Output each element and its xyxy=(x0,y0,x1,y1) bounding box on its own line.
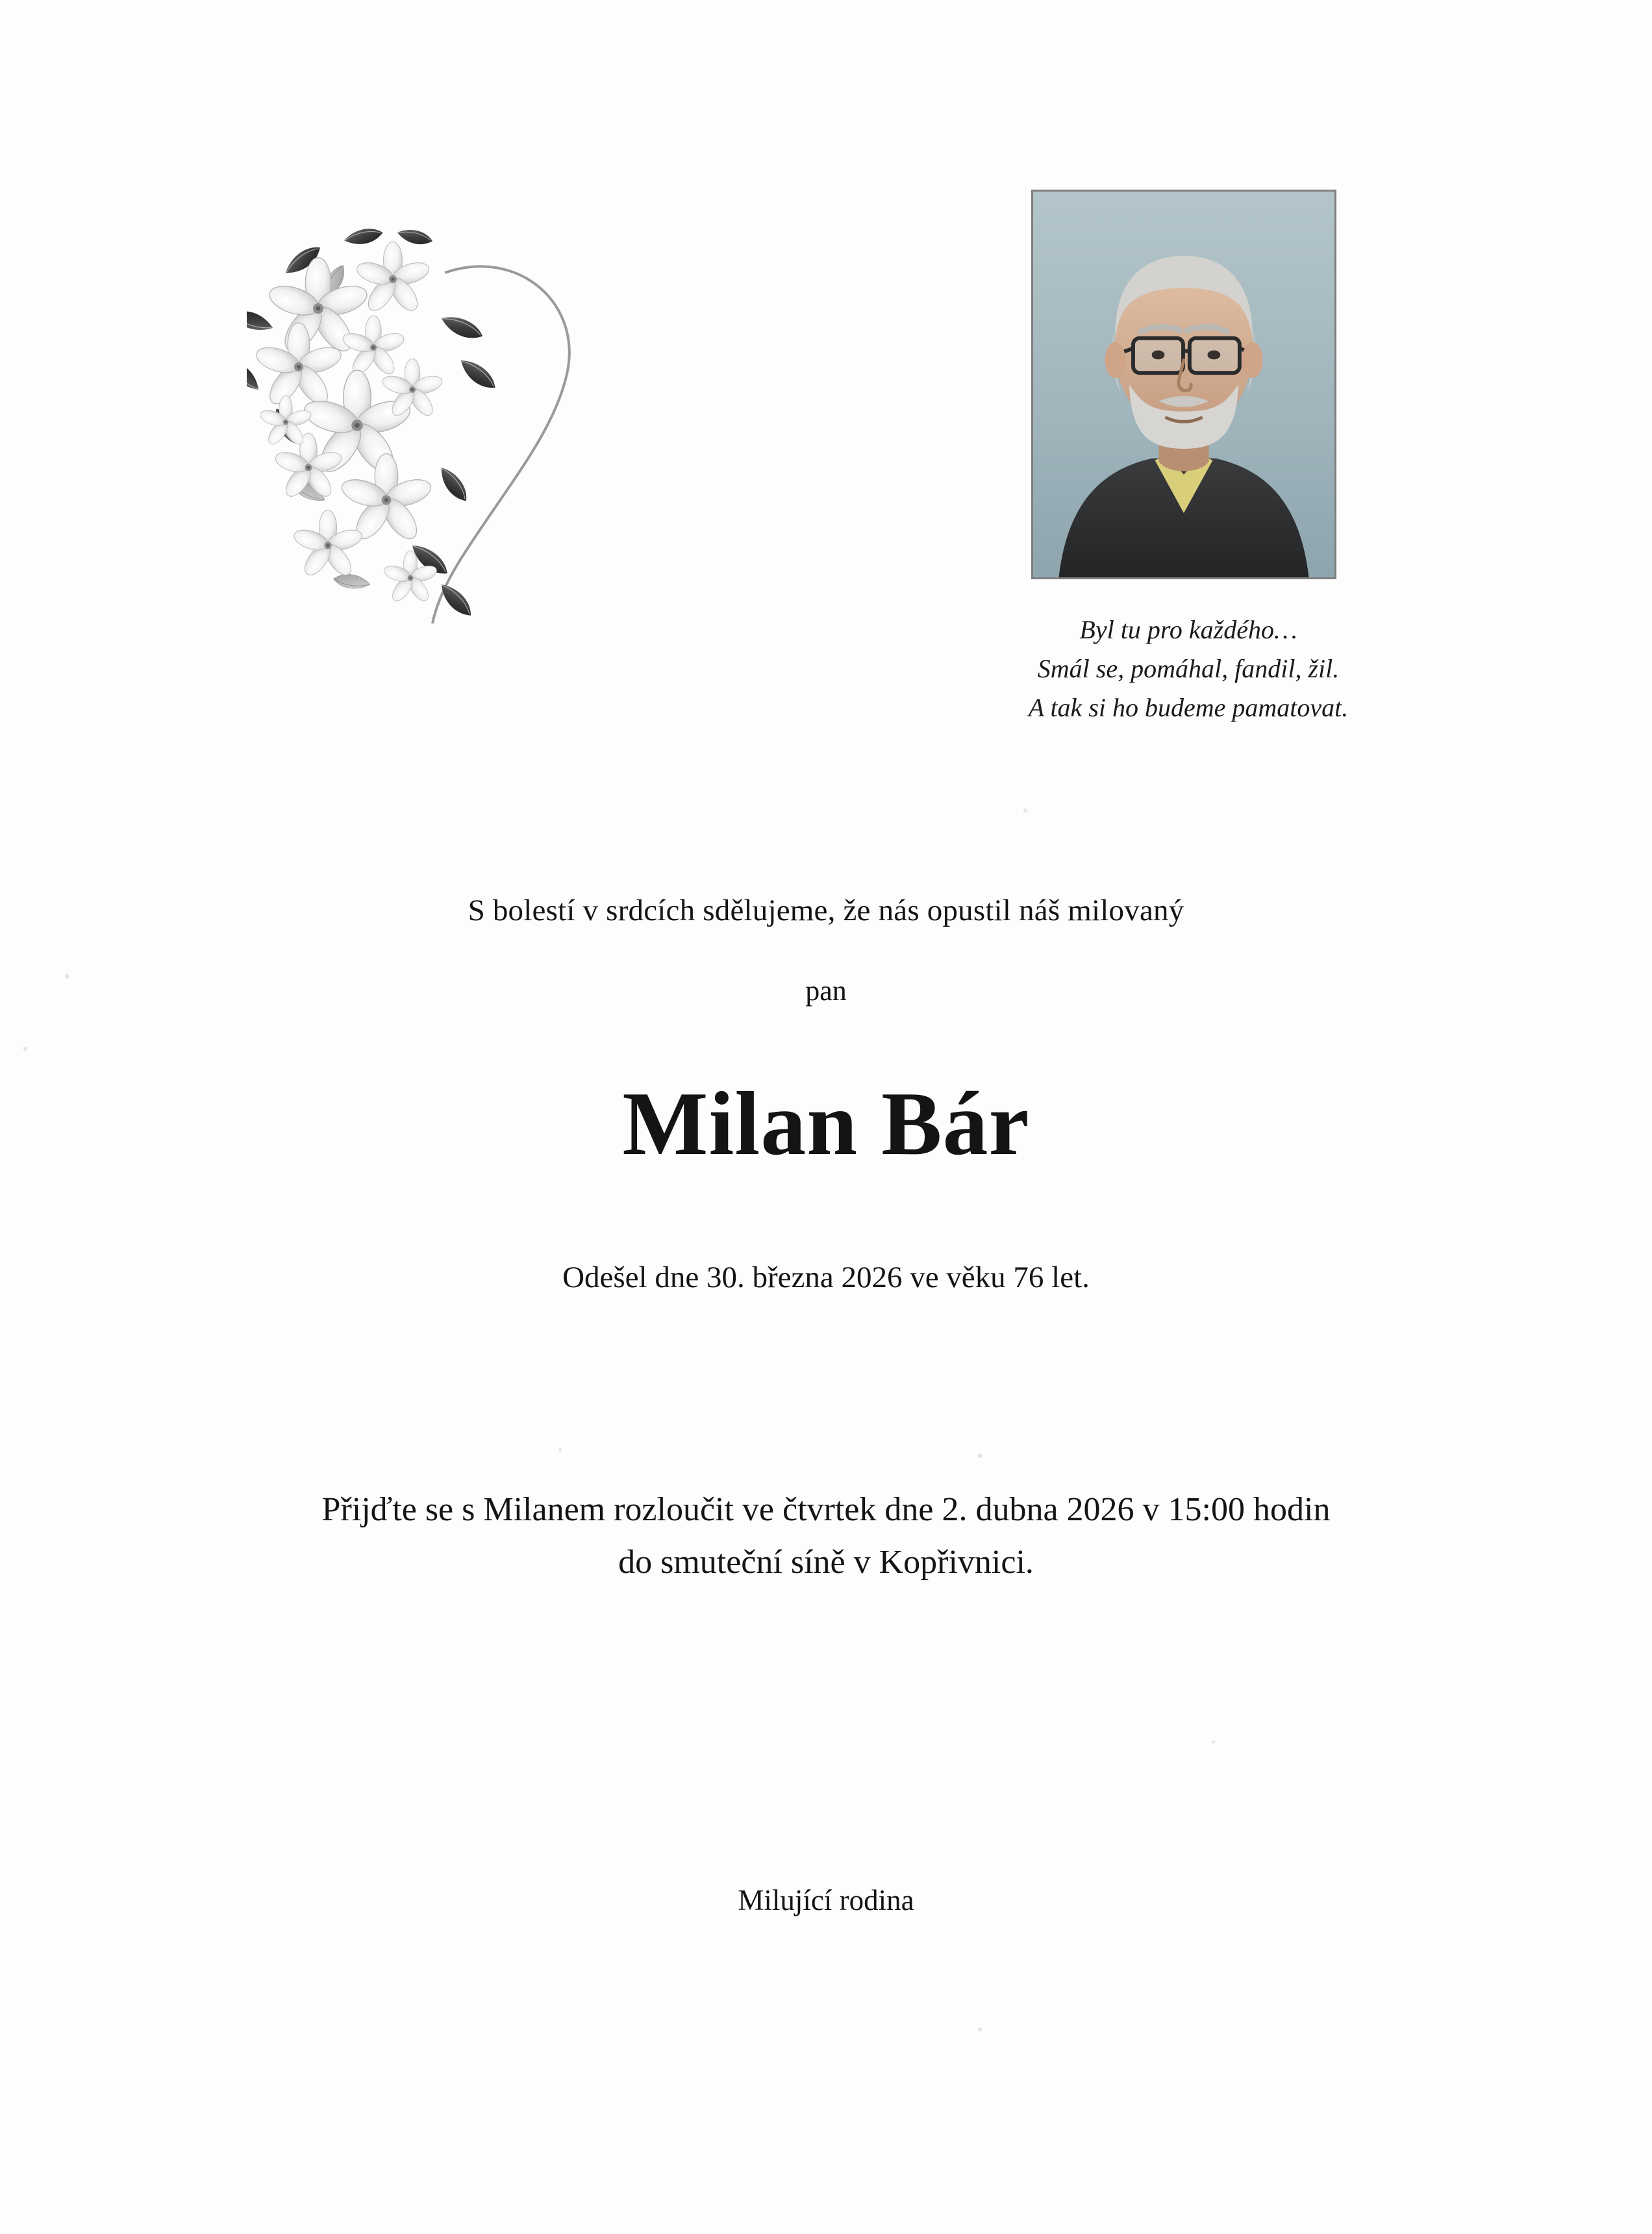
invitation-line-2: do smuteční síně v Kopřivnici. xyxy=(618,1543,1034,1581)
deceased-name: Milan Bár xyxy=(622,1073,1030,1174)
scan-speck xyxy=(978,1453,982,1458)
verse-line-3: A tak si ho budeme pamatovat. xyxy=(1028,693,1349,722)
floral-heart-ornament xyxy=(247,195,662,662)
funeral-invitation xyxy=(175,1484,1477,1588)
portrait-photo xyxy=(1031,190,1336,579)
invitation-line-1: Přijďte se s Milanem rozloučit ve čtvrtek dne 2. dubna 2026 v 15:00 hodin xyxy=(321,1491,1331,1528)
scan-speck xyxy=(1023,809,1027,812)
scan-speck xyxy=(558,1448,562,1451)
scan-speck xyxy=(65,974,69,979)
scan-speck xyxy=(23,1047,27,1051)
verse-line-1: Byl tu pro každého… xyxy=(1079,615,1297,644)
portrait-image xyxy=(1033,192,1334,577)
announcement-text: S bolestí v srdcích sdělujeme, že nás opustil náš milovaný xyxy=(468,894,1184,927)
salutation-text: pan xyxy=(805,975,847,1007)
passing-details: Odešel dne 30. března 2026 ve věku 76 let. xyxy=(562,1261,1090,1294)
scan-speck xyxy=(978,2027,982,2031)
scan-speck xyxy=(1212,1740,1215,1744)
memorial-verse xyxy=(942,610,1435,727)
signature-text: Milující rodina xyxy=(738,1884,914,1916)
verse-line-2: Smál se, pomáhal, fandil, žil. xyxy=(1037,654,1340,683)
